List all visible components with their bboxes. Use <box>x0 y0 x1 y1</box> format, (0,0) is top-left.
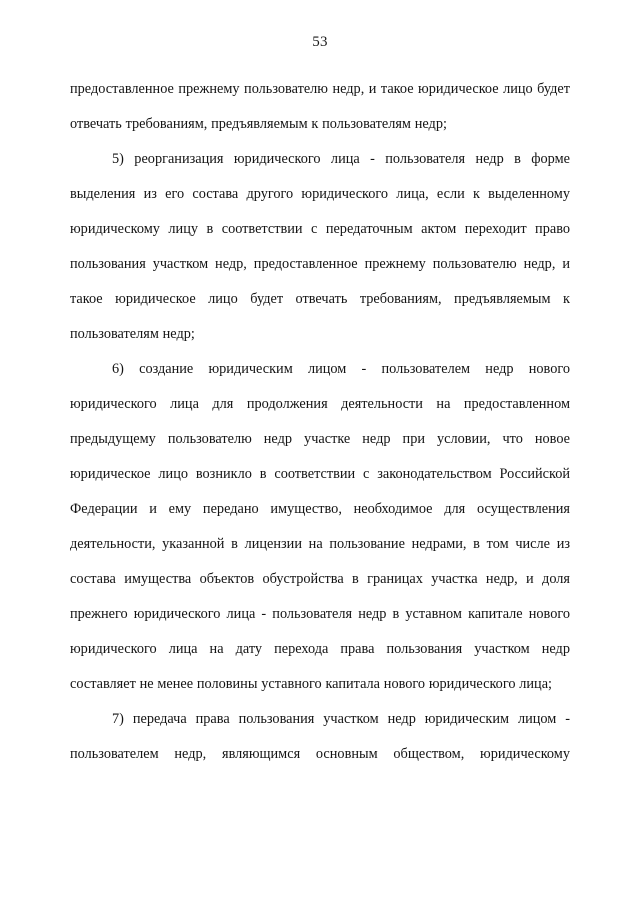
paragraph-continuation: предоставленное прежнему пользователю недр, и такое юридическое лицо будет отвечать требованиям, предъявляемым к пользователям недр; <box>70 81 570 132</box>
paragraph-item-6: 6) создание юридическим лицом - пользователем недр нового юридического лица для продолжения деятельности на предоставленном предыдущему пользователю недр участке недр при условии, что новое юридическое лицо возникло в соответствии с законодательством Российской Федерации и ему передано имущество, необходимое для осуществления деятельности, указанной в лицензии на пользование недрами, в том числе из состава имущества объектов обустройства в границах участка недр, и доля прежнего юридического лица - пользователя недр в уставном капитале нового юридического лица на дату перехода права пользования участком недр составляет не менее половины уставного капитала нового юридического лица; <box>70 361 570 692</box>
paragraph-item-5: 5) реорганизация юридического лица - пользователя недр в форме выделения из его состава другого юридического лица, если к выделенному юридическому лицу в соответствии с передаточным актом переходит право пользования участком недр, предоставленное прежнему пользователю недр, и такое юридическое лицо будет отвечать требованиям, предъявляемым к пользователям недр; <box>70 151 570 342</box>
page-number: 53 <box>312 34 328 50</box>
body-text-block <box>70 72 570 807</box>
paragraph-item-7: 7) передача права пользования участком недр юридическим лицом - пользователем недр, являющимся основным обществом, юридическому <box>70 711 570 762</box>
